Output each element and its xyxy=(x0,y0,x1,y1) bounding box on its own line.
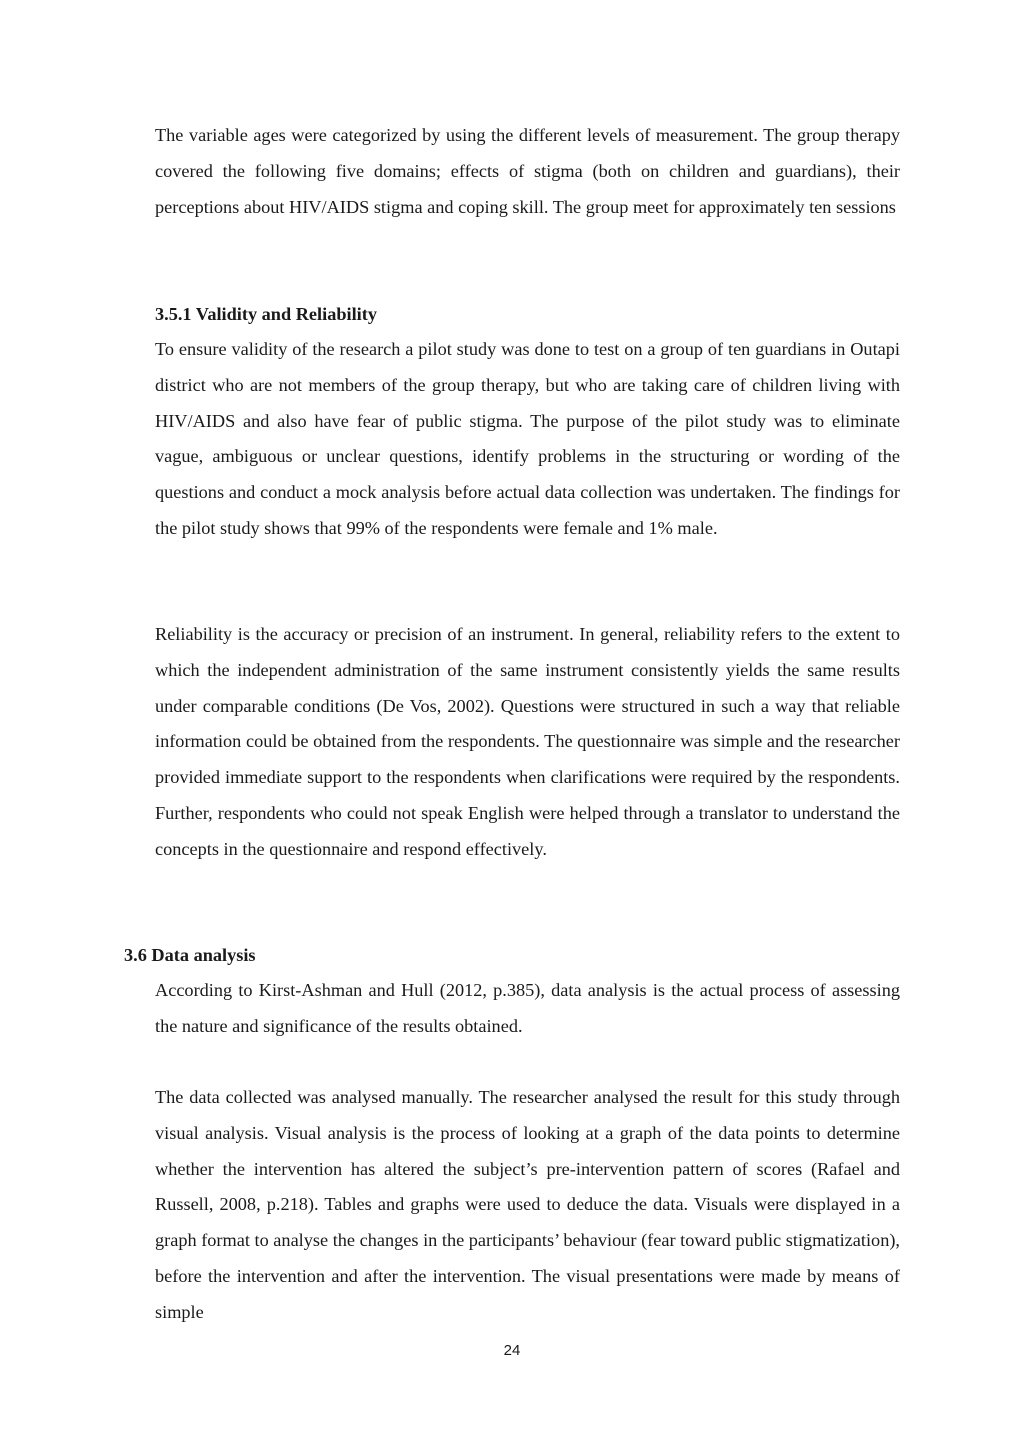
paragraph-reliability: Reliability is the accuracy or precision of an instrument. In general, reliability refers to the extent to which the independent administration of the same instrument consistently yields the same results under comparable conditions (De Vos, 2002). Questions were structured in such a way that reliable information could be obtained from the respondents. The questionnaire was simple and the researcher provided immediate support to the respondents when clarifications were required by the respondents. Further, respondents who could not speak English were helped through a translator to understand the concepts in the questionnaire and respond effectively. xyxy=(155,624,900,859)
heading-data-analysis: 3.6 Data analysis xyxy=(124,945,256,965)
paragraph-data-collected: The data collected was analysed manually. The researcher analysed the result for this study through visual analysis. Visual analysis is the process of looking at a graph of the data points to determine whether the intervention has altered the subject’s pre-intervention pattern of scores (Rafael and Russell, 2008, p.218). Tables and graphs were used to deduce the data. Visuals were displayed in a graph format to analyse the changes in the participants’ behaviour (fear toward public stigmatization), before the intervention and after the intervention. The visual presentations were made by means of simple xyxy=(155,1087,900,1322)
paragraph-variable-ages: The variable ages were categorized by using the different levels of measurement. The group therapy covered the following five domains; effects of stigma (both on children and guardians), their perceptions about HIV/AIDS stigma and coping skill. The group meet for approximately ten sessions xyxy=(155,125,900,217)
page-number: 24 xyxy=(503,1342,521,1359)
heading-validity-reliability: 3.5.1 Validity and Reliability xyxy=(155,304,377,324)
paragraph-validity: To ensure validity of the research a pilot study was done to test on a group of ten guardians in Outapi district who are not members of the group therapy, but who are taking care of children living with HIV/AIDS and also have fear of public stigma. The purpose of the pilot study was to eliminate vague, ambiguous or unclear questions, identify problems in the structuring or wording of the questions and conduct a mock analysis before actual data collection was undertaken. The findings for the pilot study shows that 99% of the respondents were female and 1% male. xyxy=(155,339,900,538)
paragraph-data-analysis-definition: According to Kirst-Ashman and Hull (2012, p.385), data analysis is the actual process of assessing the nature and significance of the results obtained. xyxy=(155,980,900,1036)
